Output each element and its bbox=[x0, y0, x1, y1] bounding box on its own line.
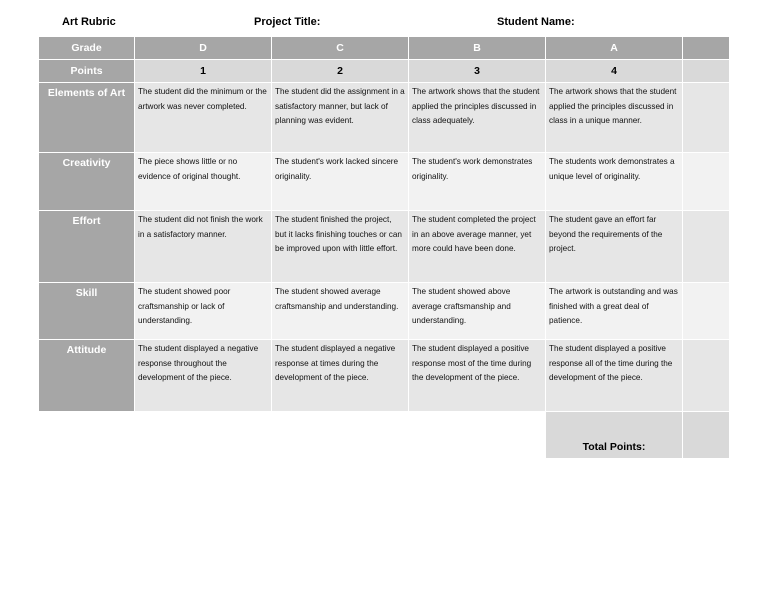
points-label: Points bbox=[39, 60, 135, 83]
criterion-cell: The artwork is outstanding and was finished with a great deal of patience. bbox=[546, 283, 683, 340]
criterion-row-creativity bbox=[39, 153, 730, 211]
grade-label: Grade bbox=[39, 37, 135, 60]
points-row bbox=[39, 60, 730, 83]
criterion-row-elements-of-art bbox=[39, 83, 730, 153]
criterion-cell: The student displayed a positive response most of the time during the development of the piece. bbox=[409, 340, 546, 412]
score-cell[interactable] bbox=[683, 340, 730, 412]
rubric-table bbox=[38, 36, 730, 459]
total-points-label: Total Points: bbox=[546, 412, 683, 459]
criterion-cell: The artwork shows that the student applied the principles discussed in class in a unique manner. bbox=[546, 83, 683, 153]
grade-a: A bbox=[546, 37, 683, 60]
criterion-cell: The student did not finish the work in a satisfactory manner. bbox=[135, 211, 272, 283]
student-name-label: Student Name: bbox=[497, 16, 575, 28]
criterion-cell: The students work demonstrates a unique level of originality. bbox=[546, 153, 683, 211]
criterion-name: Attitude bbox=[39, 340, 135, 412]
score-cell[interactable] bbox=[683, 83, 730, 153]
rubric-title: Art Rubric bbox=[62, 16, 116, 28]
criterion-cell: The student's work demonstrates originality. bbox=[409, 153, 546, 211]
criterion-name: Elements of Art bbox=[39, 83, 135, 153]
grade-b: B bbox=[409, 37, 546, 60]
criterion-name: Effort bbox=[39, 211, 135, 283]
criterion-cell: The student's work lacked sincere originality. bbox=[272, 153, 409, 211]
criterion-cell: The student showed average craftsmanship and understanding. bbox=[272, 283, 409, 340]
criterion-cell: The student displayed a negative response throughout the development of the piece. bbox=[135, 340, 272, 412]
points-3: 3 bbox=[409, 60, 546, 83]
total-row bbox=[39, 412, 730, 459]
criterion-cell: The student displayed a negative response at times during the development of the piece. bbox=[272, 340, 409, 412]
criterion-row-skill bbox=[39, 283, 730, 340]
criterion-row-attitude bbox=[39, 340, 730, 412]
points-4: 4 bbox=[546, 60, 683, 83]
criterion-cell: The student showed poor craftsmanship or lack of understanding. bbox=[135, 283, 272, 340]
criterion-cell: The piece shows little or no evidence of original thought. bbox=[135, 153, 272, 211]
criterion-cell: The student showed above average craftsmanship and understanding. bbox=[409, 283, 546, 340]
score-cell[interactable] bbox=[683, 283, 730, 340]
criterion-cell: The student gave an effort far beyond the requirements of the project. bbox=[546, 211, 683, 283]
grade-c: C bbox=[272, 37, 409, 60]
criterion-cell: The student finished the project, but it lacks finishing touches or can be improved upon with little effort. bbox=[272, 211, 409, 283]
criterion-cell: The artwork shows that the student applied the principles discussed in class adequately. bbox=[409, 83, 546, 153]
score-cell[interactable] bbox=[683, 211, 730, 283]
total-points-cell[interactable] bbox=[683, 412, 730, 459]
grade-d: D bbox=[135, 37, 272, 60]
points-1: 1 bbox=[135, 60, 272, 83]
criterion-name: Creativity bbox=[39, 153, 135, 211]
criterion-cell: The student completed the project in an above average manner, yet more could have been done. bbox=[409, 211, 546, 283]
criterion-row-effort bbox=[39, 211, 730, 283]
criterion-name: Skill bbox=[39, 283, 135, 340]
points-2: 2 bbox=[272, 60, 409, 83]
grade-score-header bbox=[683, 37, 730, 60]
criterion-cell: The student did the minimum or the artwork was never completed. bbox=[135, 83, 272, 153]
score-cell[interactable] bbox=[683, 153, 730, 211]
criterion-cell: The student did the assignment in a satisfactory manner, but lack of planning was evident. bbox=[272, 83, 409, 153]
points-score-header bbox=[683, 60, 730, 83]
project-title-label: Project Title: bbox=[254, 16, 321, 28]
criterion-cell: The student displayed a positive response all of the time during the development of the piece. bbox=[546, 340, 683, 412]
grade-row bbox=[39, 37, 730, 60]
